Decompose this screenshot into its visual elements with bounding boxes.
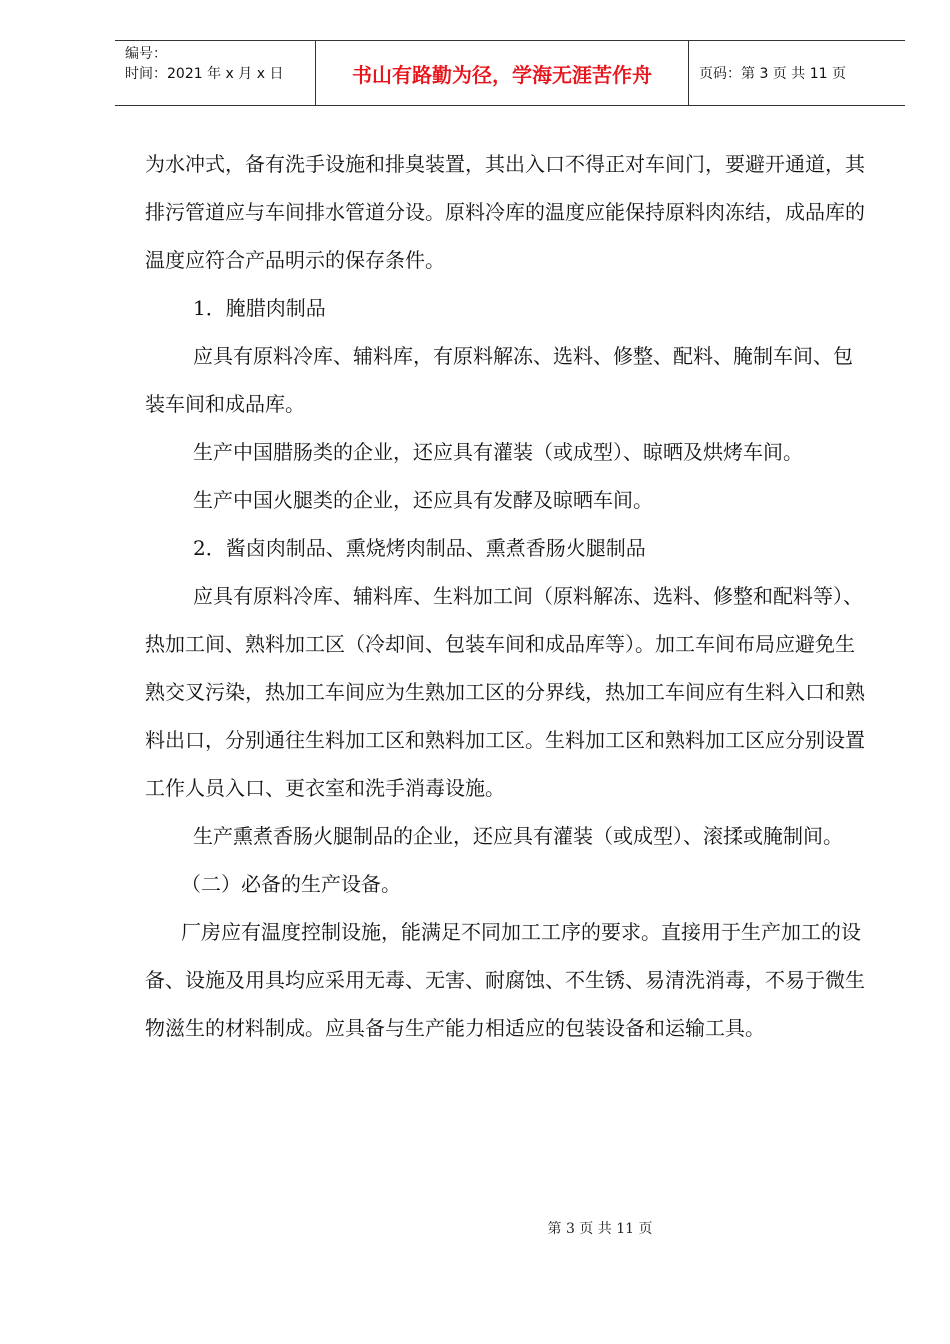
body-paragraph: 应具有原料冷库、辅料库、生料加工间（原料解冻、选料、修整和配料等）、热加工间、熟料加工区（冷却间、包装车间和成品库等）。加工车间布局应避免生熟交叉污染，热加工车间应为生熟加工区的分界线，热加工车间应有生料入口和熟料出口，分别通往生料加工区和熟料加工区。生料加工区和熟料加工区应分别设置工作人员入口、更衣室和洗手消毒设施。 — [145, 584, 865, 800]
header-page-info: 页码：第 3 页 共 11 页 — [699, 66, 846, 82]
body-paragraph: 生产中国火腿类的企业，还应具有发酵及晾晒车间。 — [193, 488, 653, 512]
header-table — [115, 40, 905, 106]
body-paragraph: 生产熏煮香肠火腿制品的企业，还应具有灌装（或成型）、滚揉或腌制间。 — [193, 824, 843, 848]
document-number-label: 编号： — [125, 46, 167, 62]
page-footer — [0, 1218, 950, 1238]
document-body — [145, 140, 865, 1052]
body-paragraph: 为水冲式，备有洗手设施和排臭装置，其出入口不得正对车间门，要避开通道，其排污管道应与车间排水管道分设。原料冷库的温度应能保持原料肉冻结，成品库的温度应符合产品明示的保存条件。 — [145, 152, 865, 272]
header-motto: 书山有路勤为径，学海无涯苦作舟 — [316, 41, 689, 105]
body-paragraph: 应具有原料冷库、辅料库，有原料解冻、选料、修整、配料、腌制车间、包装车间和成品库。 — [145, 344, 853, 416]
section-heading: 2．酱卤肉制品、熏烧烤肉制品、熏煮香肠火腿制品 — [193, 536, 646, 560]
body-paragraph: 生产中国腊肠类的企业，还应具有灌装（或成型）、晾晒及烘烤车间。 — [193, 440, 803, 464]
document-time-label: 时间：2021 年 x 月 x 日 — [125, 66, 284, 82]
body-paragraph: 厂房应有温度控制设施，能满足不同加工工序的要求。直接用于生产加工的设备、设施及用具均应采用无毒、无害、耐腐蚀、不生锈、易清洗消毒，不易于微生物滋生的材料制成。应具备与生产能力相适应的包装设备和运输工具。 — [145, 920, 865, 1040]
footer-page-number: 第 3 页 共 11 页 — [547, 1221, 653, 1237]
section-heading: 1．腌腊肉制品 — [193, 296, 326, 320]
header-meta-cell — [115, 41, 316, 105]
section-heading: （二）必备的生产设备。 — [181, 872, 401, 896]
